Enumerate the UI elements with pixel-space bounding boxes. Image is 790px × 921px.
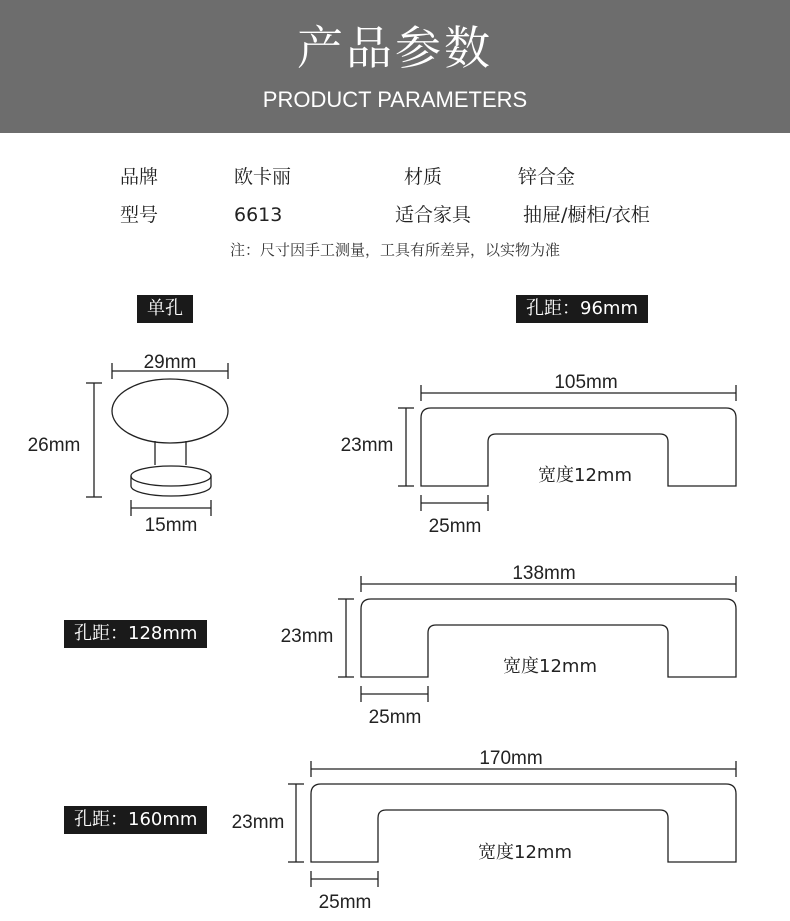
model-value: 6613 bbox=[234, 204, 283, 226]
knob-drawing bbox=[86, 363, 228, 516]
handle-96-drawing bbox=[398, 385, 736, 511]
usage-value: 抽屉/橱柜/衣柜 bbox=[523, 204, 650, 226]
handle-96-width-label: 宽度12mm bbox=[538, 465, 632, 486]
handle-160-drawing bbox=[288, 761, 736, 887]
handle-128-length-label: 138mm bbox=[512, 563, 576, 584]
handle-128-leg-label: 25mm bbox=[368, 707, 422, 728]
usage-label: 适合家具 bbox=[395, 204, 472, 226]
material-label: 材质 bbox=[404, 166, 443, 188]
handle-96-tag: 孔距：96mm bbox=[516, 295, 648, 323]
knob-base-label: 15mm bbox=[144, 515, 198, 536]
page-title: 产品参数 bbox=[297, 21, 493, 75]
handle-160-height-label: 23mm bbox=[231, 812, 285, 833]
brand-label: 品牌 bbox=[120, 166, 159, 188]
handle-128-drawing bbox=[338, 576, 736, 702]
material-value: 锌合金 bbox=[518, 166, 576, 188]
model-label: 型号 bbox=[120, 204, 159, 226]
handle-160-width-label: 宽度12mm bbox=[478, 842, 572, 863]
handle-160-leg-label: 25mm bbox=[318, 892, 372, 913]
knob-width-label: 29mm bbox=[143, 352, 197, 373]
handle-160-length-label: 170mm bbox=[479, 748, 543, 769]
handle-160-tag: 孔距：160mm bbox=[64, 806, 207, 834]
handle-96-height-label: 23mm bbox=[340, 435, 394, 456]
brand-value: 欧卡丽 bbox=[234, 166, 292, 188]
handle-128-width-label: 宽度12mm bbox=[503, 656, 597, 677]
knob-tag: 单孔 bbox=[137, 295, 193, 323]
measurement-note: 注：尺寸因手工测量，工具有所差异，以实物为准 bbox=[229, 241, 560, 259]
handle-96-leg-label: 25mm bbox=[428, 516, 482, 537]
page-subtitle: PRODUCT PARAMETERS bbox=[262, 87, 528, 112]
handle-128-height-label: 23mm bbox=[280, 626, 334, 647]
handle-128-tag: 孔距：128mm bbox=[64, 620, 207, 648]
knob-height-label: 26mm bbox=[27, 435, 81, 456]
handle-96-length-label: 105mm bbox=[554, 372, 618, 393]
